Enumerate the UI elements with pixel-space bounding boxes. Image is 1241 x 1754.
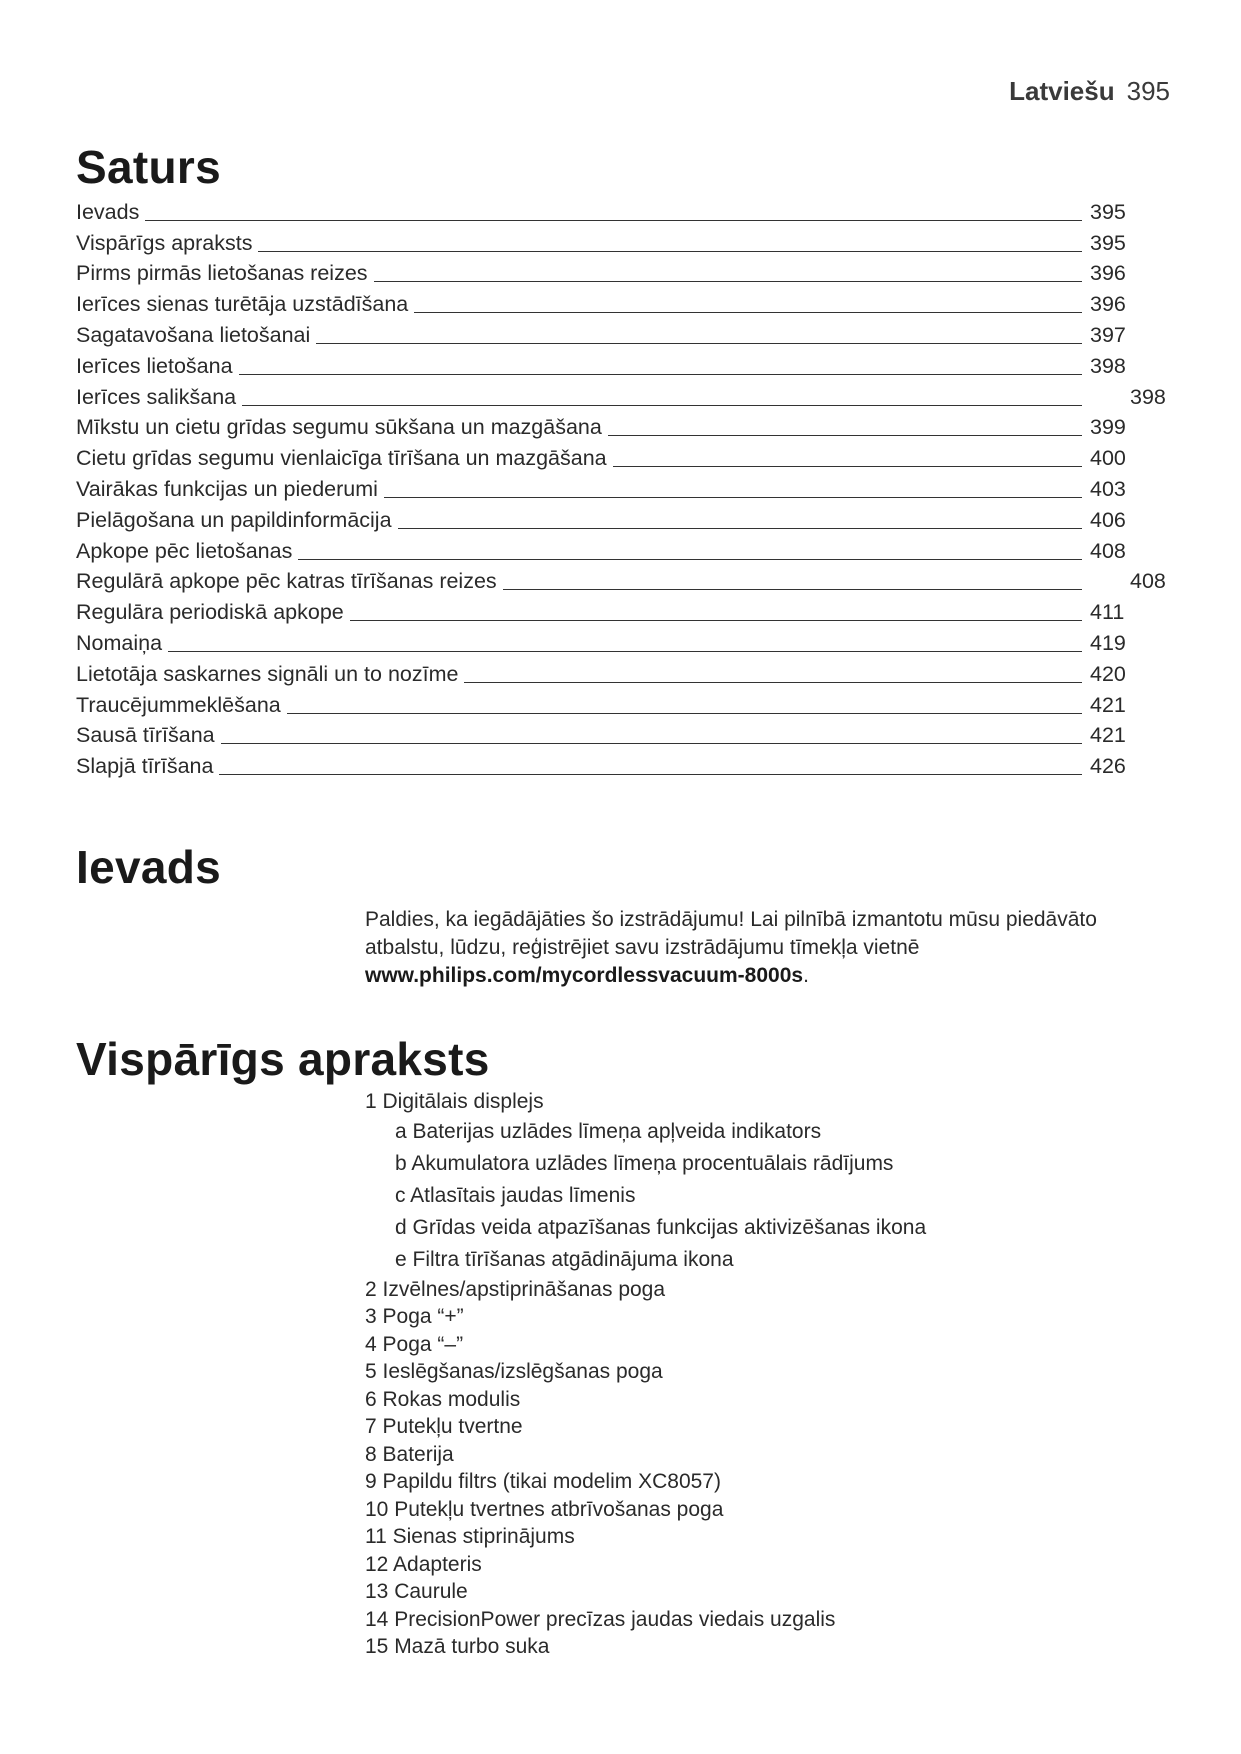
toc-entry[interactable]: Cietu grīdas segumu vienlaicīga tīrīšana un mazgāšana 400 [76,446,1126,471]
toc-entry[interactable]: Nomaiņa 419 [76,630,1126,655]
toc-entry[interactable]: Pirms pirmās lietošanas reizes 396 [76,261,1126,286]
toc-entry[interactable]: Traucējummeklēšana 421 [76,692,1126,717]
list-subitem: d Grīdas veida atpazīšanas funkcijas aktivizēšanas ikona [395,1215,927,1239]
list-item: 1 Digitālais displejs [365,1090,544,1113]
intro-heading: Ievads [76,841,222,893]
list-item: 14 PrecisionPower precīzas jaudas viedais uzgalis [365,1607,836,1631]
toc-entry[interactable]: Mīkstu un cietu grīdas segumu sūkšana un mazgāšana 399 [76,415,1126,440]
toc-entry[interactable]: Slapjā tīrīšana 426 [76,754,1126,779]
page-header [1009,76,1170,107]
list-item: 7 Putekļu tvertne [365,1415,523,1438]
intro-text: Paldies, ka iegādājāties šo izstrādājumu! Lai pilnībā izmantotu mūsu piedāvāto atbalstu, lūdzu, reģistrējiet savu izstrādājumu tīmekļa vietnē [365,908,1097,959]
toc-entry[interactable]: Ievads 395 [76,199,1126,224]
list-item: 11 Sienas stiprinājums [365,1525,575,1548]
toc-heading: Saturs [76,141,221,193]
list-subitem: e Filtra tīrīšanas atgādinājuma ikona [395,1247,734,1271]
general-description-heading: Vispārīgs apraksts [76,1033,490,1085]
list-item: 2 Izvēlnes/apstiprināšanas poga [365,1277,666,1301]
toc-entry[interactable]: Ierīces lietošana 398 [76,353,1126,378]
toc-entry[interactable]: Pielāgošana un papildinformācija 406 [76,507,1126,532]
list-item: 4 Poga “–” [365,1332,464,1356]
intro-paragraph [365,906,1165,990]
toc-entry[interactable]: Apkope pēc lietošanas 408 [76,538,1126,563]
toc-entry[interactable]: Regulārā apkope pēc katras tīrīšanas reizes 408 [76,569,1166,594]
list-item: 3 Poga “+” [365,1305,464,1328]
list-item: 8 Baterija [365,1442,454,1466]
toc-entry[interactable]: Ierīces sienas turētāja uzstādīšana 396 [76,292,1126,317]
toc-entry[interactable]: Lietotāja saskarnes signāli un to nozīme 420 [76,661,1126,686]
list-item: 6 Rokas modulis [365,1387,521,1411]
registration-link[interactable]: www.philips.com/mycordlessvacuum-8000s [365,964,804,987]
list-subitem: a Baterijas uzlādes līmeņa apļveida indikators [395,1119,822,1143]
toc-entry[interactable]: Regulāra periodiskā apkope 411 [76,600,1125,625]
toc-entry[interactable]: Ierīces salikšana 398 [76,384,1166,409]
list-subitem: b Akumulatora uzlādes līmeņa procentuālais rādījums [395,1151,894,1175]
list-item: 13 Caurule [365,1580,468,1603]
toc-entry[interactable]: Vispārīgs apraksts 395 [76,230,1126,255]
list-item: 5 Ieslēgšanas/izslēgšanas poga [365,1360,663,1383]
toc-entry[interactable]: Sausā tīrīšana 421 [76,723,1126,748]
page-number: 395 [1126,76,1170,106]
list-item: 9 Papildu filtrs (tikai modelim XC8057) [365,1470,721,1493]
intro-text-end: . [803,964,809,987]
table-of-contents [76,195,1170,780]
list-item: 12 Adapteris [365,1552,482,1576]
parts-list [365,1088,1165,1661]
language-label: Latviešu [1009,76,1115,106]
list-subitem: c Atlasītais jaudas līmenis [395,1183,636,1207]
toc-entry[interactable]: Vairākas funkcijas un piederumi 403 [76,476,1126,501]
list-item: 10 Putekļu tvertnes atbrīvošanas poga [365,1497,724,1521]
list-item: 15 Mazā turbo suka [365,1635,550,1658]
toc-entry[interactable]: Sagatavošana lietošanai 397 [76,322,1126,347]
